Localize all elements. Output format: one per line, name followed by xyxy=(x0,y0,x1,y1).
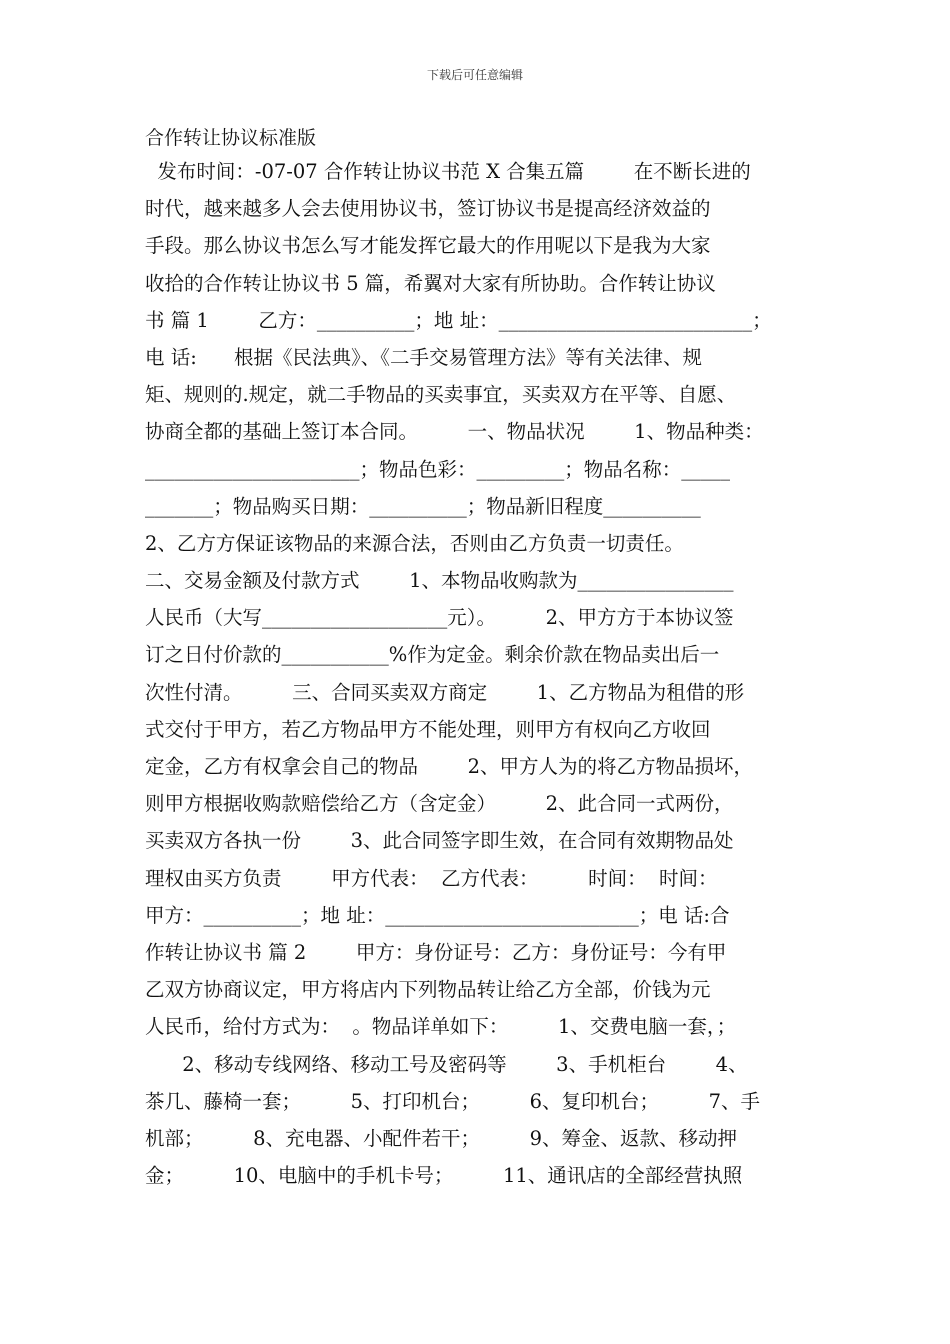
body-text-line: 式交付于甲方，若乙方物品甲方不能处理，则甲方有权向乙方收回 xyxy=(145,717,711,741)
body-text-line: 时代，越来越多人会去使用协议书，签订协议书是提高经济效益的 xyxy=(145,197,711,221)
body-text-line: 收拾的合作转让协议书 5 篇，希翼对大家有所协助。合作转让协议 xyxy=(145,271,716,295)
body-text-line: 金； 10、电脑中的手机卡号； 11、通讯店的全部经营执照 xyxy=(145,1164,743,1188)
body-text-line: 2、移动专线网络、移动工号及密码等 3、手机柜台 4、 xyxy=(145,1052,748,1076)
body-text-line: 茶几、藤椅一套； 5、打印机台； 6、复印机台； 7、手 xyxy=(145,1089,760,1113)
body-text-line: 甲方：__________；地 址：__________________________；电 话:合 xyxy=(145,903,730,927)
body-text-line: _______；物品购买日期：__________；物品新旧程度__________ xyxy=(145,494,701,518)
body-text-line: 2、乙方方保证该物品的来源合法，否则由乙方负责一切责任。 xyxy=(145,531,684,555)
body-text-line: 定金，乙方有权拿会自己的物品 2、甲方人为的将乙方物品损坏， xyxy=(145,755,753,778)
body-text-line: 电 话: 根据《民法典》、《二手交易管理方法》等有关法律、规 xyxy=(145,345,702,369)
body-text-line: 协商全都的基础上签订本合同。 一、物品状况 1、物品种类： xyxy=(145,420,764,444)
body-text-line: 发布时间：-07-07 合作转让协议书范 X 合集五篇 在不断长进的 xyxy=(145,160,751,183)
page-header-note: 下载后可任意编辑 xyxy=(426,68,523,82)
body-text-line: 手段。那么协议书怎么写才能发挥它最大的作用呢以下是我为大家 xyxy=(145,234,711,258)
body-text-line: 乙双方协商议定，甲方将店内下列物品转让给乙方全部，价钱为元 xyxy=(145,978,711,1002)
body-text-line: 次性付清。 三、合同买卖双方商定 1、乙方物品为租借的形 xyxy=(145,680,745,704)
body-text-line: 二、交易金额及付款方式 1、本物品收购款为________________ xyxy=(145,569,734,593)
body-text-line: 订之日付价款的___________%作为定金。剩余价款在物品卖出后一 xyxy=(145,643,720,667)
body-text-line: ______________________；物品色彩：_________；物品名称：_____ xyxy=(145,457,731,481)
document-title: 合作转让协议标准版 xyxy=(145,127,317,149)
body-text-line: 人民币（大写___________________元）。 2、甲方方于本协议签 xyxy=(145,606,734,630)
body-text-line: 人民币，给付方式为： 。物品详单如下： 1、交费电脑一套，； xyxy=(145,1015,737,1039)
body-text-line: 则甲方根据收购款赔偿给乙方（含定金） 2、此合同一式两份， xyxy=(145,792,734,816)
document-body xyxy=(145,153,810,1194)
body-text-line: 矩、规则的.规定，就二手物品的买卖事宜，买卖双方在平等、自愿、 xyxy=(145,383,737,407)
body-text-line: 作转让协议书 篇 2 甲方：身份证号：乙方：身份证号：今有甲 xyxy=(145,940,727,964)
body-text-line: 理权由买方负责 甲方代表： 乙方代表： 时间： 时间： xyxy=(145,866,718,890)
body-text-line: 买卖双方各执一份 3、此合同签字即生效，在合同有效期物品处 xyxy=(145,829,734,853)
body-text-line: 书 篇 1 乙方：__________；地 址：__________________________； xyxy=(145,308,772,332)
body-text-line: 机部； 8、充电器、小配件若干； 9、筹金、返款、移动押 xyxy=(145,1126,737,1150)
